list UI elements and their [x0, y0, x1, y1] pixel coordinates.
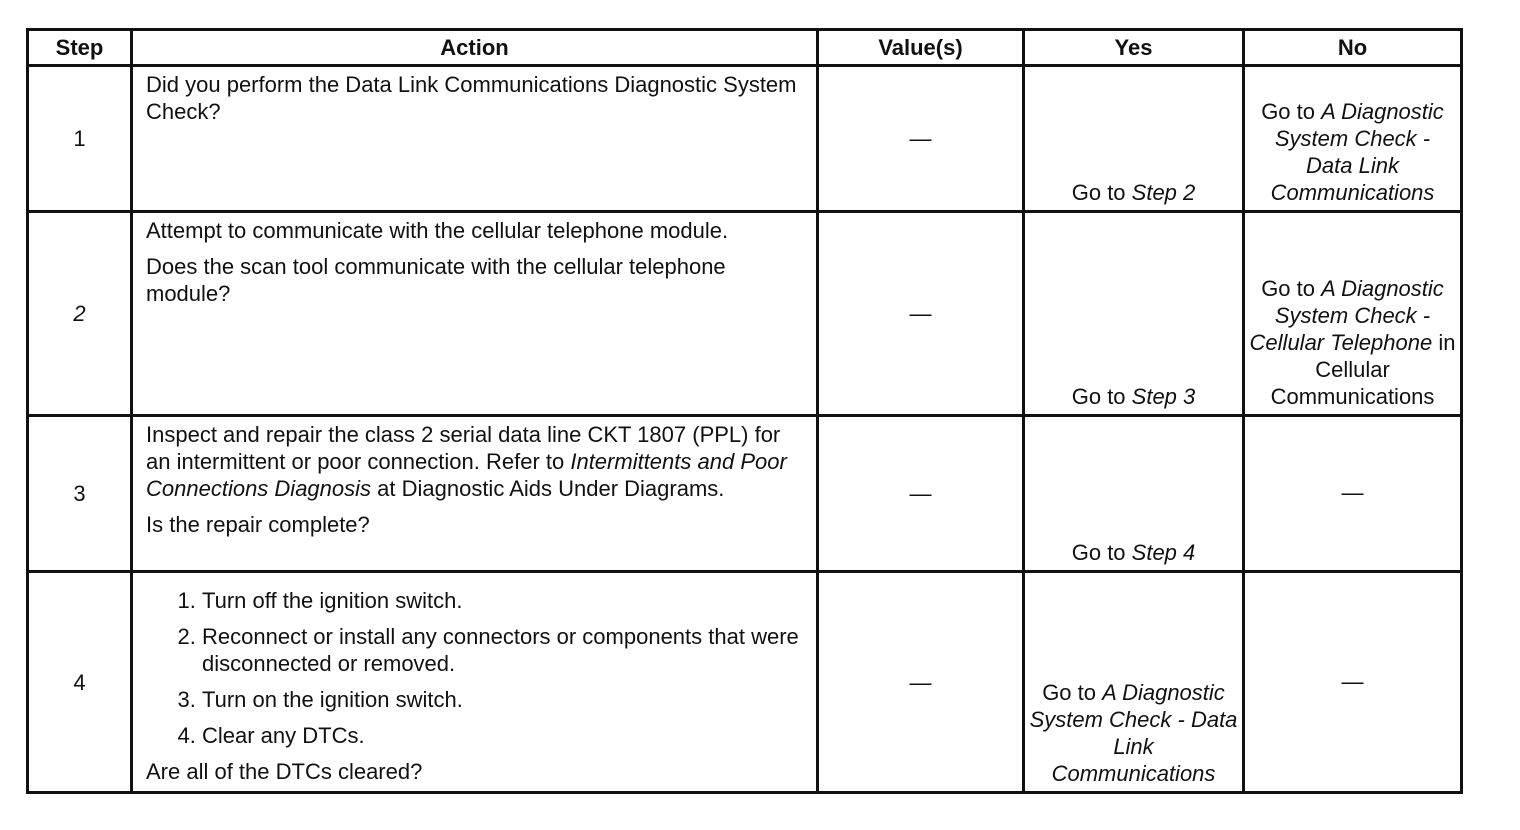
no-prefix: Go to: [1261, 99, 1322, 124]
yes-link: Step 2: [1131, 180, 1196, 205]
header-values: Value(s): [818, 30, 1024, 66]
action-step: 3. Turn on the ignition switch.: [202, 686, 804, 713]
action-cell: [132, 572, 818, 793]
value-cell: —: [818, 66, 1024, 212]
yes-prefix: Go to: [1071, 180, 1132, 205]
value-cell: —: [818, 212, 1024, 416]
yes-cell: [1024, 212, 1244, 416]
step-number-text: 2: [73, 301, 86, 326]
header-no: No: [1244, 30, 1462, 66]
action-text: Did you perform the Data Link Communications Diagnostic System Check?: [146, 72, 797, 124]
header-yes: Yes: [1024, 30, 1244, 66]
table-row: [28, 212, 1462, 416]
yes-cell: [1024, 416, 1244, 572]
action-step: 4. Clear any DTCs.: [202, 722, 804, 749]
table-row: [28, 66, 1462, 212]
value-cell: —: [818, 572, 1024, 793]
action-cell: [132, 416, 818, 572]
step-number: 4: [28, 572, 132, 793]
diagnostic-table: [26, 28, 1463, 794]
yes-cell: [1024, 572, 1244, 793]
action-cell: [132, 212, 818, 416]
action-steps-list: [146, 587, 804, 749]
action-text: Attempt to communicate with the cellular telephone module.: [146, 218, 729, 243]
action-text-part: Inspect and repair the class 2 serial data line CKT 1807 (PPL) for an intermittent or poor connection. Refer to: [146, 422, 781, 474]
step-number: [28, 212, 132, 416]
step-number: 3: [28, 416, 132, 572]
action-step: 2. Reconnect or install any connectors or components that were disconnected or removed.: [202, 623, 804, 677]
no-link: A Diagnostic System Check - Data Link Communications: [1270, 99, 1444, 205]
no-cell: [1244, 66, 1462, 212]
no-suffix: in Cellular Communications: [1270, 330, 1456, 409]
table-row: [28, 572, 1462, 793]
table-row: [28, 416, 1462, 572]
action-question: Is the repair complete?: [146, 512, 370, 537]
action-question: Does the scan tool communicate with the cellular telephone module?: [146, 254, 726, 306]
step-number: 1: [28, 66, 132, 212]
no-prefix: Go to: [1261, 276, 1322, 301]
action-text: [146, 421, 804, 502]
action-question: Are all of the DTCs cleared?: [146, 759, 423, 784]
header-action: Action: [132, 30, 818, 66]
no-cell: [1244, 212, 1462, 416]
yes-link: A Diagnostic System Check - Data Link Communications: [1029, 680, 1238, 786]
yes-cell: [1024, 66, 1244, 212]
header-step: Step: [28, 30, 132, 66]
action-step: 1. Turn off the ignition switch.: [202, 587, 804, 614]
action-text-part: at Diagnostic Aids Under Diagrams.: [371, 476, 725, 501]
no-cell: —: [1244, 572, 1462, 793]
no-link: A Diagnostic System Check - Cellular Telephone: [1249, 276, 1444, 355]
action-cell: [132, 66, 818, 212]
yes-link: Step 4: [1131, 540, 1196, 565]
yes-prefix: Go to: [1071, 384, 1132, 409]
action-reference: Intermittents and Poor Connections Diagnosis: [146, 449, 787, 501]
yes-prefix: Go to: [1071, 540, 1132, 565]
value-cell: —: [818, 416, 1024, 572]
yes-link: Step 3: [1131, 384, 1196, 409]
yes-prefix: Go to: [1042, 680, 1103, 705]
header-row: [28, 30, 1462, 66]
no-cell: —: [1244, 416, 1462, 572]
